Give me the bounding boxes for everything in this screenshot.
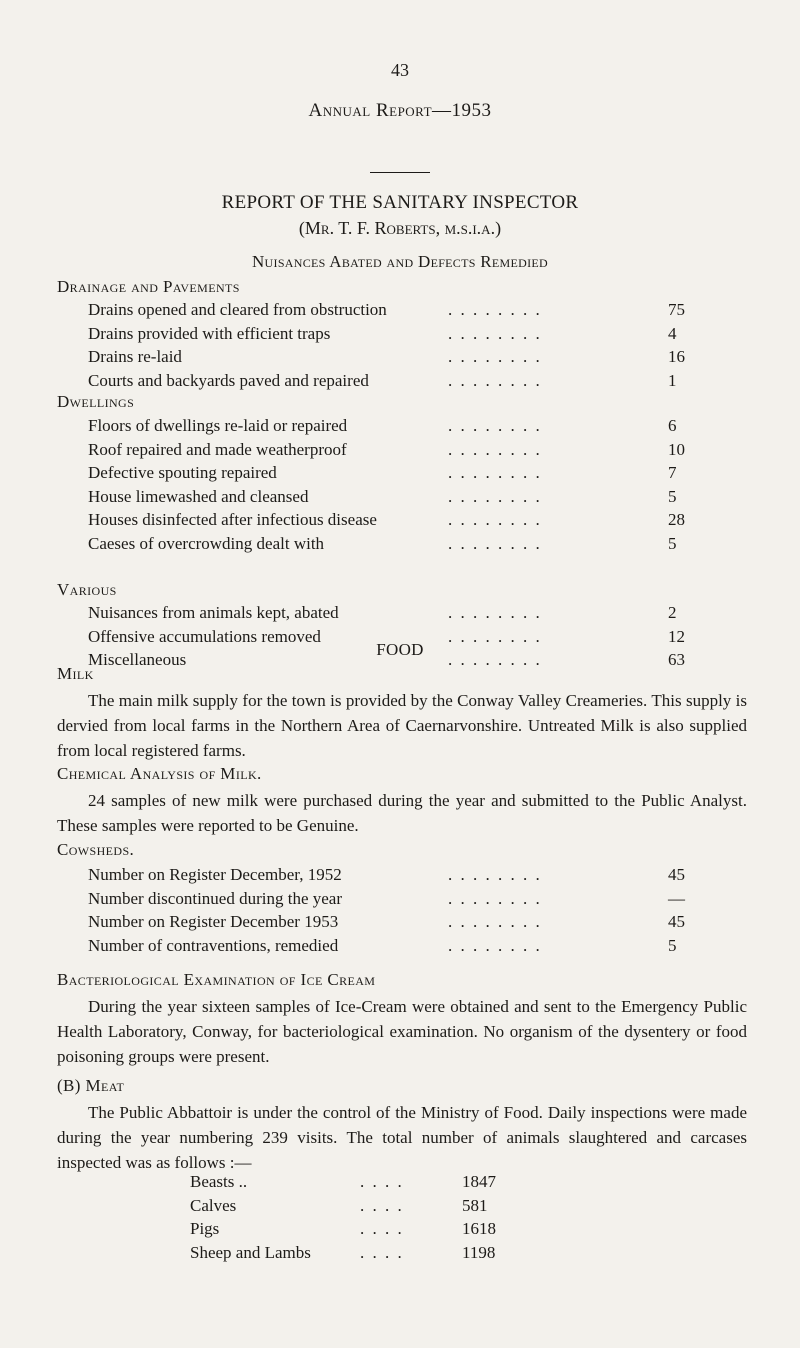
leader-dots: . . . . . . . . [448, 650, 542, 669]
leader-dots: . . . . . . . . [448, 370, 542, 390]
table-row [88, 440, 708, 464]
row-label: Caeses of overcrowding dealt with [88, 533, 325, 553]
leader-dots: . . . . . . . . [448, 603, 542, 622]
leader-dots: . . . . . . . . [448, 533, 542, 553]
row-label: Number discontinued during the year [88, 888, 342, 908]
table-row [190, 1243, 510, 1267]
leader-dots: . . . . . . . . [448, 486, 542, 506]
bacteriological-paragraph [57, 994, 747, 1069]
leader-dots: . . . . . . . . [448, 463, 542, 482]
table-row [88, 865, 708, 889]
chemical-text: 24 samples of new milk were purchased during the year and submitted to the Public Analyst. These samples were reported to be Genuine. [57, 791, 747, 835]
inspector-surname: Roberts, m.s.i.a. [374, 218, 496, 238]
row-label: Floors of dwellings re-laid or repaired [88, 416, 348, 435]
row-value: 16 [668, 347, 685, 366]
row-value: 10 [668, 439, 685, 459]
meat-paragraph [57, 1100, 747, 1175]
row-label: Number on Register December 1953 [88, 912, 339, 931]
row-label: Beasts .. [190, 1172, 248, 1191]
title-rule [370, 172, 430, 173]
row-value: 5 [668, 486, 677, 506]
row-label: Defective spouting repaired [88, 463, 277, 482]
leader-dots: . . . . . . . . [448, 626, 542, 646]
leader-dots: . . . . . . . . [448, 439, 542, 459]
dwellings-heading: Dwellings [57, 392, 135, 411]
table-row [88, 463, 708, 487]
table-row [88, 510, 708, 534]
table-row [88, 912, 708, 936]
nuisances-heading: Nuisances Abated and Defects Remedied [251, 252, 548, 271]
row-label: Drains provided with efficient traps [88, 323, 331, 343]
row-label: Calves [190, 1195, 237, 1215]
leader-dots: . . . . . . . . [448, 935, 542, 955]
row-value: 45 [668, 912, 685, 931]
leader-dots: . . . . . . . . [448, 510, 542, 529]
meat-text: The Public Abbattoir is under the control of the Ministry of Food. Daily inspections were made during the year numbering 239 visits. The total number of animals slaughtered and carcases inspected was as follows :— [57, 1103, 747, 1172]
table-row [88, 324, 708, 348]
inspector-initials: T. F. [334, 218, 375, 238]
row-label: Miscellaneous [88, 650, 187, 669]
leader-dots: . . . . [360, 1195, 404, 1215]
table-row [88, 936, 708, 960]
row-value: 75 [668, 300, 685, 319]
row-value: 1198 [462, 1242, 496, 1262]
leader-dots: . . . . [360, 1242, 404, 1262]
table-row [88, 300, 708, 324]
row-label: Courts and backyards paved and repaired [88, 370, 369, 390]
page-number: 43 [391, 60, 409, 80]
milk-text: The main milk supply for the town is provided by the Conway Valley Creameries. This supply is dervied from local farms in the Northern Area of Caernarvonshire. Untreated Milk is also supplied from local registered farms. [57, 691, 747, 760]
row-label: Drains opened and cleared from obstruction [88, 300, 387, 319]
table-row [88, 487, 708, 511]
row-value: 7 [668, 463, 677, 482]
bacteriological-text: During the year sixteen samples of Ice-Cream were obtained and sent to the Emergency Public Health Laboratory, Conway, for bacteriological examination. No organism of the dysentery or food poisoning groups were present. [57, 997, 747, 1066]
row-label: Sheep and Lambs [190, 1242, 311, 1262]
row-label: Roof repaired and made weatherproof [88, 439, 347, 459]
bacteriological-heading: Bacteriological Examination of Ice Cream [57, 970, 376, 989]
table-row [88, 889, 708, 913]
row-value: 28 [668, 510, 685, 529]
drainage-heading: Drainage and Pavements [57, 277, 240, 296]
inspector-name [0, 218, 800, 239]
running-head: Annual Report—1953 [308, 100, 492, 121]
chemical-paragraph [57, 788, 747, 838]
row-value: 1 [668, 370, 677, 390]
row-value: 2 [668, 603, 677, 622]
leader-dots: . . . . . . . . [448, 912, 542, 931]
row-label: Number on Register December, 1952 [88, 865, 342, 884]
table-row [88, 347, 708, 371]
row-value: 63 [668, 650, 685, 669]
row-label: Pigs [190, 1219, 220, 1238]
row-value: 5 [668, 533, 677, 553]
report-title: REPORT OF THE SANITARY INSPECTOR [221, 192, 579, 213]
leader-dots: . . . . . . . . [448, 323, 542, 343]
row-value: 5 [668, 935, 677, 955]
leader-dots: . . . . . . . . [448, 347, 542, 366]
leader-dots: . . . . . . . . [448, 865, 542, 884]
meat-heading: (B) Meat [57, 1076, 125, 1095]
table-row [88, 534, 708, 558]
row-value: 12 [668, 626, 685, 646]
inspector-close: ) [495, 218, 502, 238]
row-value: 4 [668, 323, 677, 343]
leader-dots: . . . . . . . . [448, 416, 542, 435]
leader-dots: . . . . [360, 1219, 404, 1238]
row-label: Offensive accumulations removed [88, 626, 321, 646]
table-row [190, 1196, 510, 1220]
row-label: House limewashed and cleansed [88, 486, 309, 506]
table-row [88, 603, 708, 627]
row-value: — [668, 888, 685, 908]
inspector-title: Mr. [304, 218, 335, 238]
row-value: 45 [668, 865, 685, 884]
table-row [190, 1219, 510, 1243]
row-value: 1847 [462, 1172, 496, 1191]
various-heading: Various [57, 580, 117, 599]
table-row [88, 371, 708, 395]
leader-dots: . . . . . . . . [448, 300, 542, 319]
row-label: Drains re-laid [88, 347, 182, 366]
leader-dots: . . . . [360, 1172, 404, 1191]
row-value: 1618 [462, 1219, 496, 1238]
food-heading: FOOD [376, 640, 424, 659]
table-row [88, 416, 708, 440]
row-value: 581 [462, 1195, 488, 1215]
row-value: 6 [668, 416, 677, 435]
milk-heading: Milk [57, 664, 94, 683]
cowsheds-heading: Cowsheds. [57, 840, 135, 859]
row-label: Number of contraventions, remedied [88, 935, 339, 955]
milk-paragraph [57, 688, 747, 763]
chemical-heading: Chemical Analysis of Milk. [57, 764, 262, 783]
row-label: Houses disinfected after infectious disease [88, 510, 377, 529]
row-label: Nuisances from animals kept, abated [88, 603, 339, 622]
inspector-open: ( [298, 218, 305, 238]
leader-dots: . . . . . . . . [448, 888, 542, 908]
table-row [190, 1172, 510, 1196]
